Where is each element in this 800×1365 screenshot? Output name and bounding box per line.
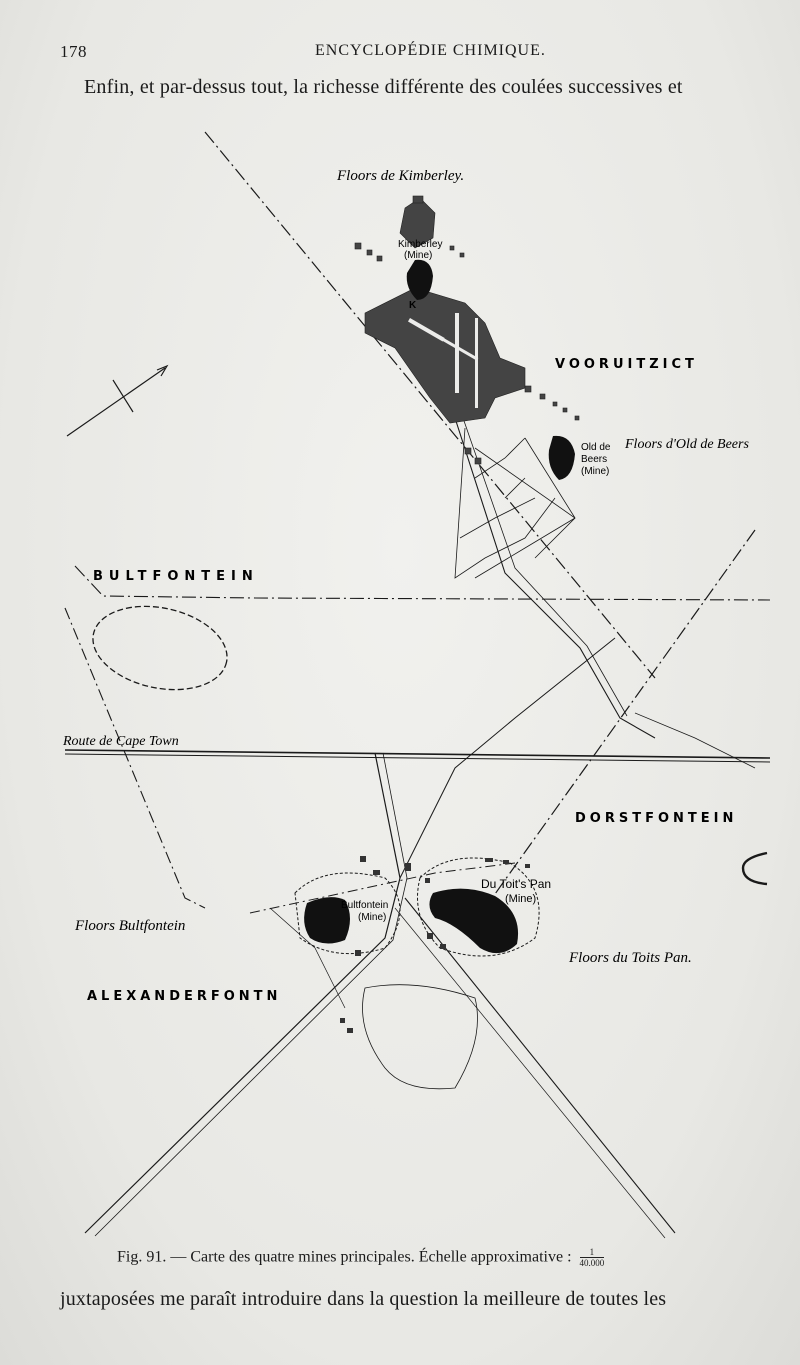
page-header (60, 42, 760, 68)
label-dorstfontein: DORSTFONTEIN (575, 811, 738, 826)
scale-denominator: 40.000 (579, 1258, 605, 1268)
label-floors-du-toits-pan: Floors du Toits Pan. (569, 950, 692, 966)
boundary-line-east (485, 530, 755, 908)
scale-fraction (580, 1248, 605, 1268)
label-floors-bultfontein: Floors Bultfontein (75, 918, 186, 934)
north-arrow-crossbar (113, 380, 133, 412)
body-text-bottom-line: juxtaposées me paraît introduire dans la question la meilleure de toutes les (60, 1288, 667, 1310)
label-floors-old-de-beers: Floors d'Old de Beers (625, 437, 749, 452)
cape-town-road-b (65, 754, 770, 762)
label-bultfontein: BULTFONTEIN (93, 569, 259, 584)
figure-caption (117, 1248, 757, 1268)
label-street-k: K (409, 300, 417, 311)
north-arrow-shaft (67, 368, 165, 436)
label-floors-kimberley: Floors de Kimberley. (337, 168, 465, 184)
body-text-top-line: Enfin, et par-dessus tout, la richesse différente des coulées successives et (84, 76, 683, 98)
label-old-de-beers-1: Old de (581, 442, 611, 453)
south-enclosure (363, 985, 478, 1089)
running-head: ENCYCLOPÉDIE CHIMIQUE. (315, 42, 546, 59)
boundary-line-west (65, 608, 205, 908)
label-bultfontein-mine-1: Bultfontein (341, 900, 389, 911)
kimberley-town (355, 196, 579, 464)
label-alexanderfont: ALEXANDERFONTN (87, 989, 282, 1004)
scale-numerator: 1 (589, 1247, 595, 1257)
cape-town-road-a (65, 750, 770, 758)
label-du-toits-pan-2: (Mine) (505, 893, 537, 905)
page-number: 178 (60, 42, 87, 61)
map-drawing (55, 118, 775, 1248)
label-du-toits-pan-1: Du Toit's Pan (481, 877, 552, 891)
road-east (635, 713, 755, 768)
old-de-beers-mine (549, 436, 575, 480)
label-kimberley-mine-1: Kimberley (398, 239, 443, 250)
dam-oval (85, 595, 235, 702)
caption-text: Fig. 91. — Carte des quatre mines principales. Échelle approximative : (117, 1248, 572, 1266)
label-bultfontein-mine-2: (Mine) (358, 912, 387, 923)
label-old-de-beers-3: (Mine) (581, 466, 610, 477)
label-old-de-beers-2: Beers (581, 454, 608, 465)
label-route-cape-town: Route de Cape Town (63, 734, 179, 749)
north-arrow-head (157, 366, 167, 376)
curve-east-edge (743, 853, 767, 884)
label-vooruitzicht: VOORUITZICT (555, 357, 698, 372)
label-kimberley-mine-2: (Mine) (404, 250, 433, 261)
figure-map (55, 118, 775, 1248)
